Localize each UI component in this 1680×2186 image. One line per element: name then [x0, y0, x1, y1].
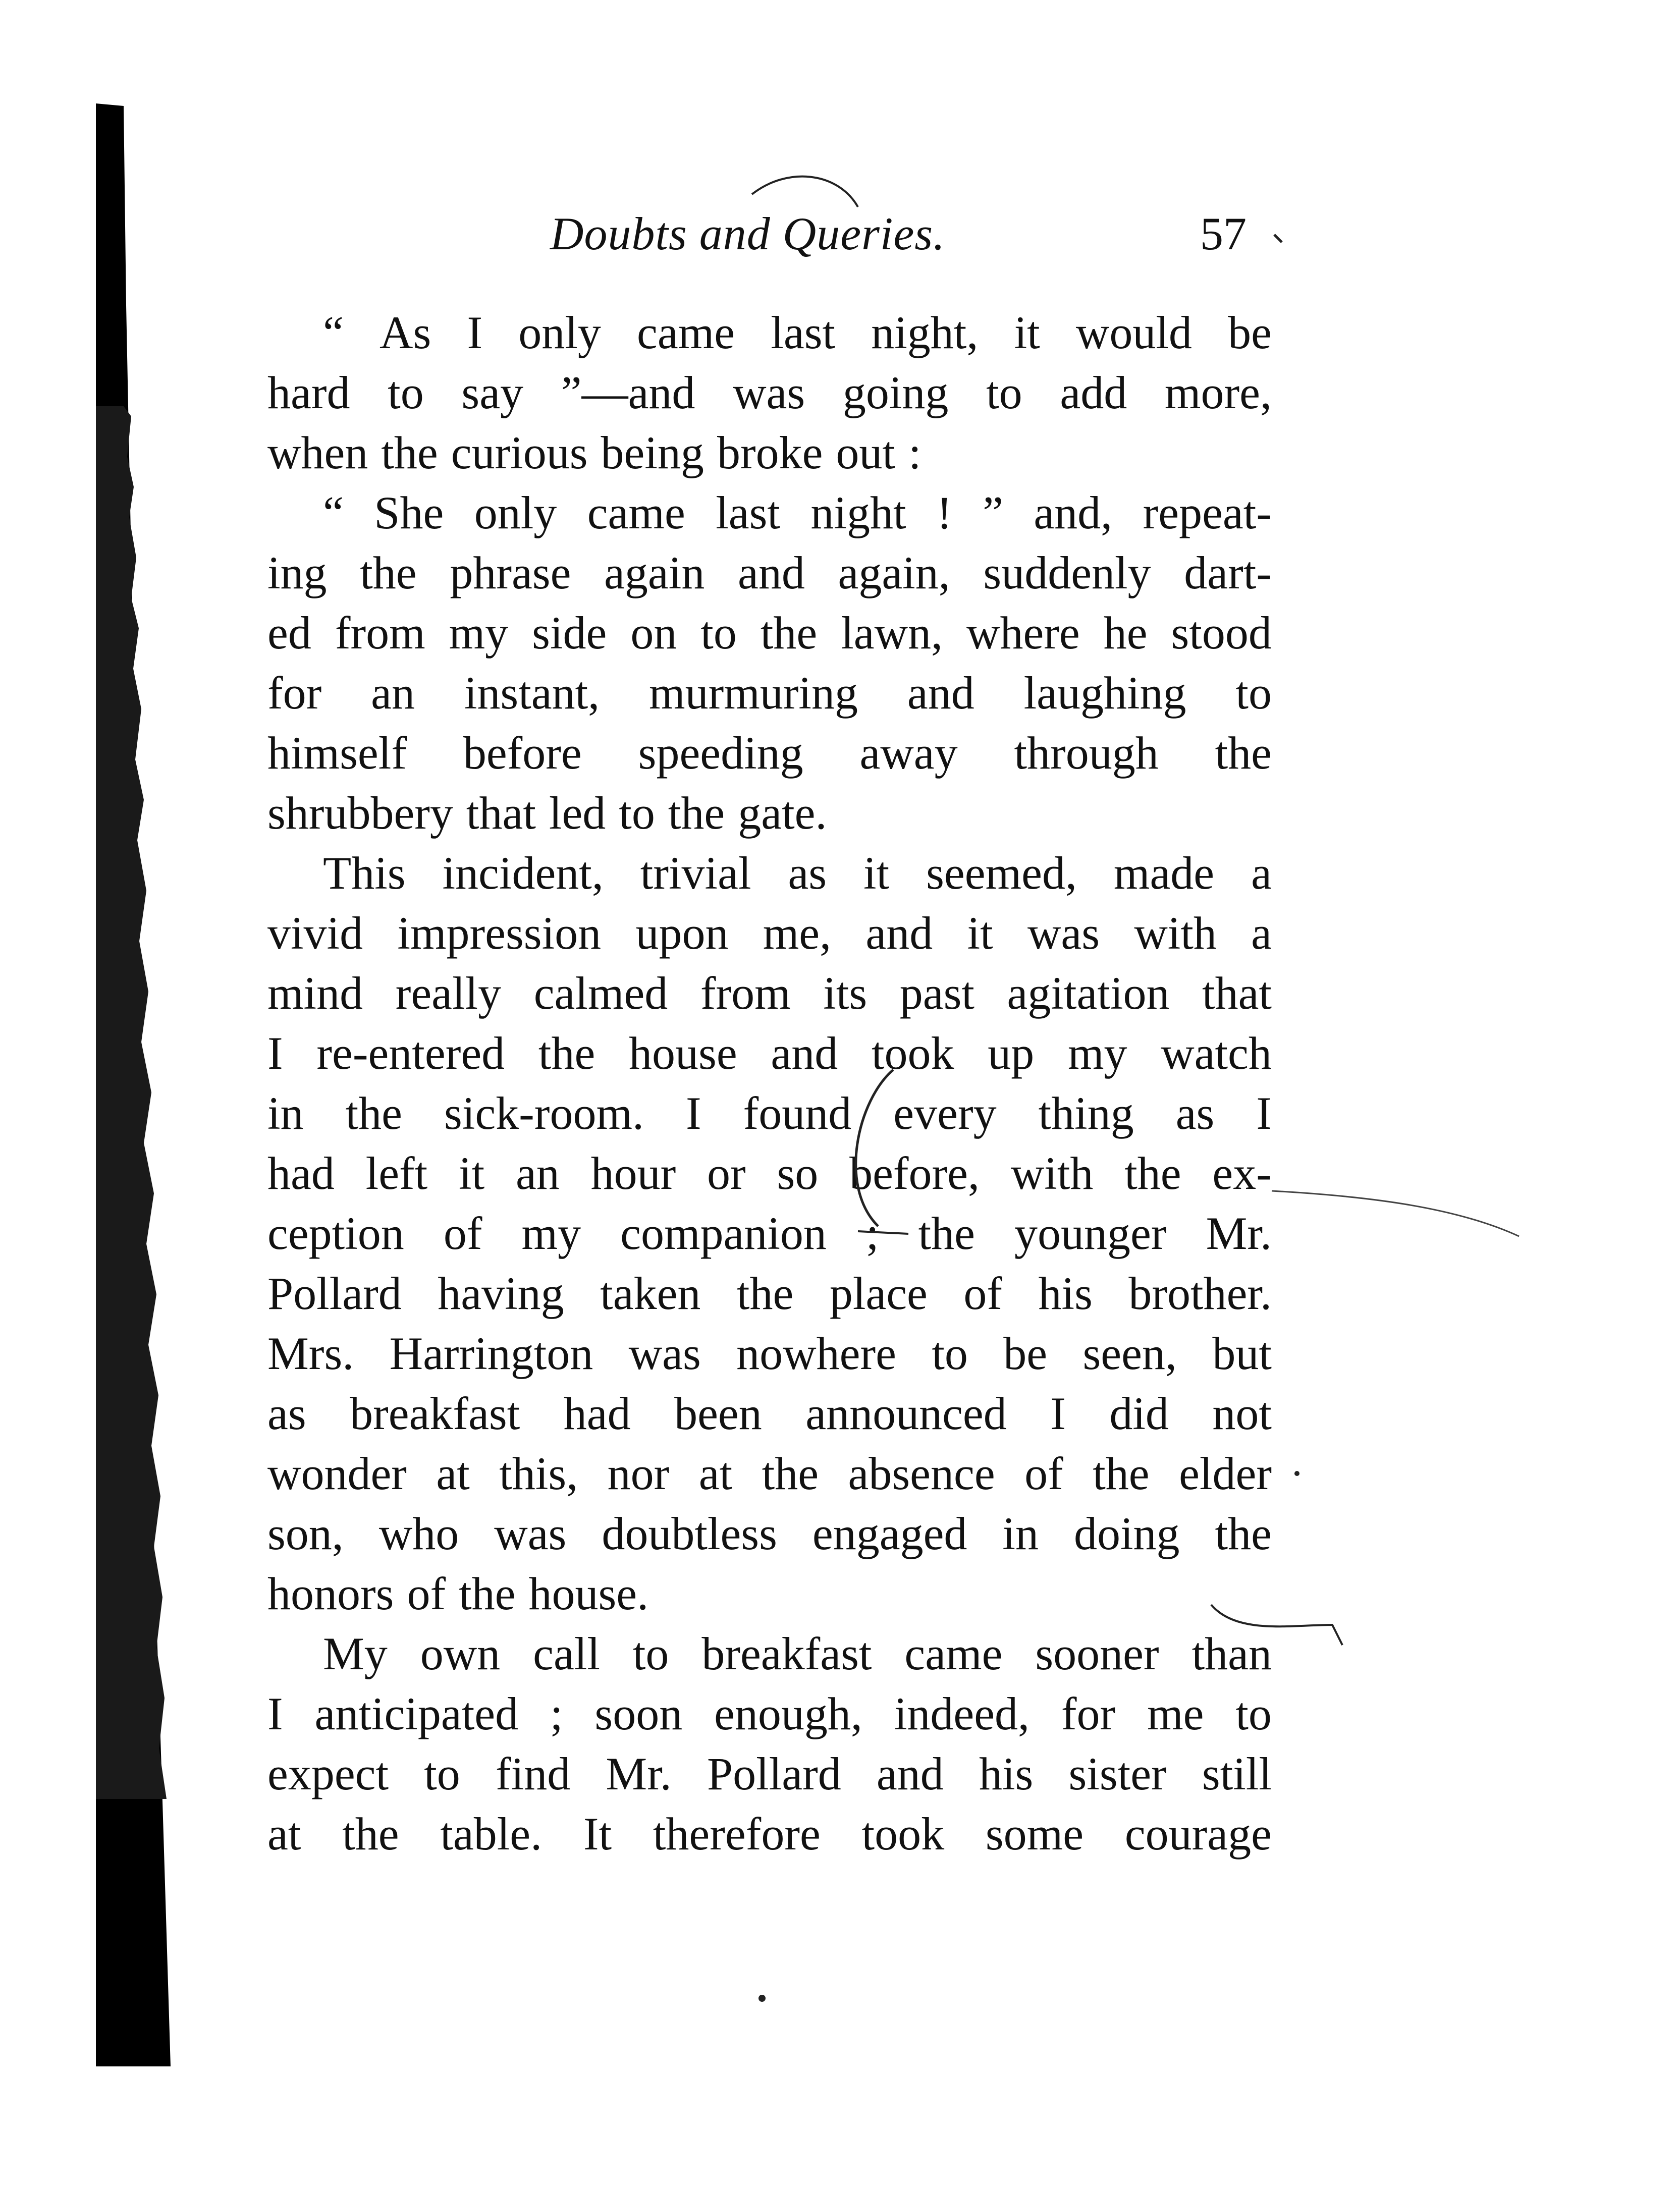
text-line — [267, 1684, 1272, 1744]
word: my — [1067, 1027, 1127, 1079]
word: ; — [865, 1208, 879, 1259]
text-line — [267, 1143, 1272, 1204]
word: phrase — [450, 547, 571, 598]
word: for — [1061, 1688, 1116, 1739]
word: was — [494, 1508, 567, 1559]
word: Mrs. — [267, 1328, 354, 1379]
word: vivid — [267, 907, 363, 959]
word: laughing — [1023, 667, 1186, 719]
text-line — [267, 843, 1272, 903]
word: speeding — [638, 727, 803, 779]
word: had — [267, 1147, 335, 1199]
word: to — [986, 367, 1022, 418]
word: breakfast — [350, 1388, 520, 1439]
word: it — [1014, 307, 1040, 358]
word: took — [861, 1808, 945, 1860]
word: house. — [528, 1568, 649, 1619]
word: of — [963, 1268, 1003, 1319]
word: I — [1256, 1087, 1272, 1139]
word: when — [267, 427, 368, 478]
word: Mr. — [606, 1748, 672, 1799]
word: led — [549, 787, 606, 839]
text-line — [267, 1083, 1272, 1143]
word: find — [496, 1748, 571, 1799]
word: or — [707, 1147, 746, 1199]
word: enough, — [714, 1688, 862, 1739]
word: I — [267, 1688, 283, 1739]
word: being — [601, 427, 704, 478]
word: came — [587, 487, 685, 538]
word: his — [979, 1748, 1034, 1799]
word: was — [628, 1328, 701, 1379]
word: so — [777, 1147, 819, 1199]
word: not — [1212, 1388, 1272, 1439]
word: seemed, — [926, 847, 1077, 899]
word: be — [1003, 1328, 1048, 1379]
word: was — [1027, 907, 1100, 959]
word: who — [378, 1508, 459, 1559]
word: ; — [550, 1688, 563, 1739]
word: before — [463, 727, 582, 779]
word: place — [829, 1268, 928, 1319]
word: “ — [323, 307, 344, 358]
word: to — [700, 607, 737, 659]
binding-edge-shadow — [96, 103, 172, 2066]
word: the — [736, 1268, 794, 1319]
word: upon — [635, 907, 729, 959]
word: still — [1202, 1748, 1272, 1799]
word: the — [760, 607, 818, 659]
word: broke — [717, 427, 823, 478]
word: as — [788, 847, 827, 899]
word: more, — [1164, 367, 1272, 418]
word: from — [700, 967, 791, 1019]
word: past — [899, 967, 974, 1019]
word: stood — [1171, 607, 1272, 659]
running-head-title: Doubts and Queries. — [550, 208, 946, 259]
word: hour — [590, 1147, 676, 1199]
word: the — [342, 1808, 399, 1860]
word: last — [716, 487, 780, 538]
word: found — [743, 1087, 852, 1139]
word: doubtless — [602, 1508, 777, 1559]
word: side — [532, 607, 607, 659]
word: to — [388, 367, 424, 418]
word: and — [865, 907, 933, 959]
word: the — [1124, 1147, 1181, 1199]
word: mind — [267, 967, 363, 1019]
word: having — [438, 1268, 564, 1319]
word: to — [424, 1748, 460, 1799]
word: in — [267, 1087, 304, 1139]
word: and, — [1034, 487, 1113, 538]
text-line — [267, 783, 1272, 843]
word: therefore — [653, 1808, 821, 1860]
word: away — [859, 727, 958, 779]
word: took — [871, 1027, 954, 1079]
text-line — [267, 603, 1272, 663]
word: of — [443, 1208, 482, 1259]
word: an — [371, 667, 415, 719]
text-line — [267, 1744, 1272, 1804]
word: ”—and — [561, 367, 695, 418]
word: the — [538, 1027, 595, 1079]
word: calmed — [533, 967, 668, 1019]
word: and — [907, 667, 974, 719]
text-line — [267, 663, 1272, 723]
word: last — [771, 307, 836, 358]
word: engaged — [812, 1508, 967, 1559]
word: again, — [838, 547, 950, 598]
word: anticipated — [314, 1688, 519, 1739]
word: incident, — [442, 847, 604, 899]
word: breakfast — [701, 1628, 872, 1679]
word: sister — [1068, 1748, 1167, 1799]
text-line — [267, 723, 1272, 783]
word: out — [836, 427, 895, 478]
word: me, — [763, 907, 832, 959]
word: trivial — [640, 847, 751, 899]
word: younger — [1014, 1208, 1167, 1259]
word: wonder — [267, 1448, 407, 1499]
word: it — [863, 847, 890, 899]
word: ex- — [1212, 1147, 1272, 1199]
word: to — [619, 787, 655, 839]
word: nor — [607, 1448, 670, 1499]
word: its — [823, 967, 868, 1019]
word: every — [893, 1087, 997, 1139]
word: that — [1202, 967, 1272, 1019]
word: where — [966, 607, 1080, 659]
word: did — [1109, 1388, 1169, 1439]
word: As — [380, 307, 431, 358]
word: but — [1212, 1328, 1272, 1379]
word: the — [459, 1568, 516, 1619]
word: announced — [805, 1388, 1007, 1439]
word: companion — [620, 1208, 827, 1259]
word: own — [420, 1628, 501, 1679]
word: the — [360, 547, 417, 598]
word: going — [842, 367, 949, 418]
word: the — [345, 1087, 402, 1139]
word: a — [1251, 847, 1272, 899]
word: house — [629, 1027, 737, 1079]
word: repeat- — [1143, 487, 1272, 538]
text-line — [267, 1264, 1272, 1324]
word: to — [632, 1628, 669, 1679]
word: : — [908, 427, 922, 478]
word: table. — [440, 1808, 543, 1860]
text-line — [267, 903, 1272, 963]
text-line — [267, 1504, 1272, 1564]
word: been — [674, 1388, 762, 1439]
text-line — [267, 1384, 1272, 1444]
word: the — [1093, 1448, 1150, 1499]
word: came — [904, 1628, 1003, 1679]
page-number: 57 — [1200, 208, 1247, 259]
word: before, — [849, 1147, 980, 1199]
text-line — [267, 1023, 1272, 1083]
word: brother. — [1128, 1268, 1272, 1319]
word: this, — [499, 1448, 578, 1499]
word: his — [1038, 1268, 1093, 1319]
word: absence — [848, 1448, 995, 1499]
word: really — [395, 967, 502, 1019]
word: curious — [451, 427, 588, 478]
word: and — [738, 547, 805, 598]
word: the — [381, 427, 438, 478]
word: in — [1002, 1508, 1039, 1559]
word: and — [876, 1748, 944, 1799]
word: to — [1235, 667, 1272, 719]
word: with — [1134, 907, 1217, 959]
word: at — [267, 1808, 301, 1860]
word: Harrington — [389, 1328, 593, 1379]
word: suddenly — [983, 547, 1151, 598]
word: than — [1191, 1628, 1272, 1679]
word: agitation — [1007, 967, 1170, 1019]
word: had — [563, 1388, 631, 1439]
word: add — [1060, 367, 1127, 418]
word: elder — [1179, 1448, 1272, 1499]
running-head — [262, 197, 1292, 267]
word: doing — [1073, 1508, 1180, 1559]
word: dart- — [1184, 547, 1272, 598]
word: Pollard — [707, 1748, 841, 1799]
word: the — [1215, 1508, 1272, 1559]
word: the — [918, 1208, 975, 1259]
word: watch — [1161, 1027, 1272, 1079]
text-line — [267, 1324, 1272, 1384]
word: nowhere — [736, 1328, 896, 1379]
word: it — [967, 907, 993, 959]
text-line — [267, 423, 1272, 483]
word: murmuring — [649, 667, 858, 719]
word: Pollard — [267, 1268, 402, 1319]
word: my — [449, 607, 509, 659]
word: ception — [267, 1208, 404, 1259]
word: night — [810, 487, 906, 538]
word: I — [1050, 1388, 1066, 1439]
text-line — [267, 483, 1272, 543]
word: call — [533, 1628, 600, 1679]
word: only — [518, 307, 601, 358]
word: through — [1014, 727, 1159, 779]
word: would — [1075, 307, 1192, 358]
word: left — [365, 1147, 428, 1199]
word: I — [686, 1087, 701, 1139]
word: of — [1024, 1448, 1063, 1499]
word: impression — [397, 907, 602, 959]
word: with — [1010, 1147, 1094, 1199]
word: that — [466, 787, 536, 839]
word: as — [1175, 1087, 1215, 1139]
word: hard — [267, 367, 350, 418]
word: lawn, — [841, 607, 943, 659]
word: I — [467, 307, 483, 358]
word: be — [1228, 307, 1272, 358]
word: my — [521, 1208, 581, 1259]
text-line — [267, 363, 1272, 423]
word: from — [335, 607, 425, 659]
word: say — [461, 367, 524, 418]
word: thing — [1038, 1087, 1134, 1139]
word: an — [515, 1147, 560, 1199]
text-line — [267, 1204, 1272, 1264]
word: Mr. — [1206, 1208, 1272, 1259]
word: to — [932, 1328, 968, 1379]
word: on — [630, 607, 677, 659]
word: of — [407, 1568, 446, 1619]
word: It — [583, 1808, 612, 1860]
body-text — [267, 303, 1272, 1864]
word: courage — [1124, 1808, 1272, 1860]
word: shrubbery — [267, 787, 453, 839]
word: sooner — [1035, 1628, 1159, 1679]
word: at — [698, 1448, 733, 1499]
word: the — [668, 787, 725, 839]
word: as — [267, 1388, 306, 1439]
text-line — [267, 543, 1272, 603]
word: he — [1103, 607, 1148, 659]
word: made — [1113, 847, 1215, 899]
word: This — [323, 847, 406, 899]
word: indeed, — [894, 1688, 1030, 1739]
text-line — [267, 1624, 1272, 1684]
word: gate. — [738, 787, 827, 839]
word: up — [988, 1027, 1035, 1079]
word: a — [1251, 907, 1272, 959]
word: me — [1147, 1688, 1204, 1739]
word: soon — [594, 1688, 683, 1739]
word: She — [374, 487, 444, 538]
word: son, — [267, 1508, 344, 1559]
text-line — [267, 303, 1272, 363]
word: seen, — [1082, 1328, 1177, 1379]
word: instant, — [464, 667, 600, 719]
text-line — [267, 963, 1272, 1023]
word: “ — [323, 487, 344, 538]
word: My — [323, 1628, 388, 1679]
word: re-entered — [316, 1027, 505, 1079]
word: came — [637, 307, 735, 358]
word: ing — [267, 547, 327, 598]
text-line — [267, 1444, 1272, 1504]
word: only — [474, 487, 557, 538]
word: night, — [871, 307, 979, 358]
text-line — [267, 1804, 1272, 1864]
word: at — [436, 1448, 470, 1499]
word: it — [459, 1147, 485, 1199]
word: honors — [267, 1568, 394, 1619]
word: was — [733, 367, 805, 418]
word: ” — [983, 487, 1003, 538]
word: ed — [267, 607, 311, 659]
word: sick-room. — [444, 1087, 644, 1139]
word: expect — [267, 1748, 389, 1799]
word: himself — [267, 727, 407, 779]
word: the — [1215, 727, 1272, 779]
word: I — [267, 1027, 283, 1079]
word: ! — [936, 487, 952, 538]
word: taken — [600, 1268, 701, 1319]
text-line — [267, 1564, 1272, 1624]
word: again — [604, 547, 705, 598]
word: to — [1235, 1688, 1272, 1739]
word: and — [771, 1027, 838, 1079]
word: for — [267, 667, 322, 719]
word: some — [985, 1808, 1084, 1860]
word: the — [762, 1448, 819, 1499]
